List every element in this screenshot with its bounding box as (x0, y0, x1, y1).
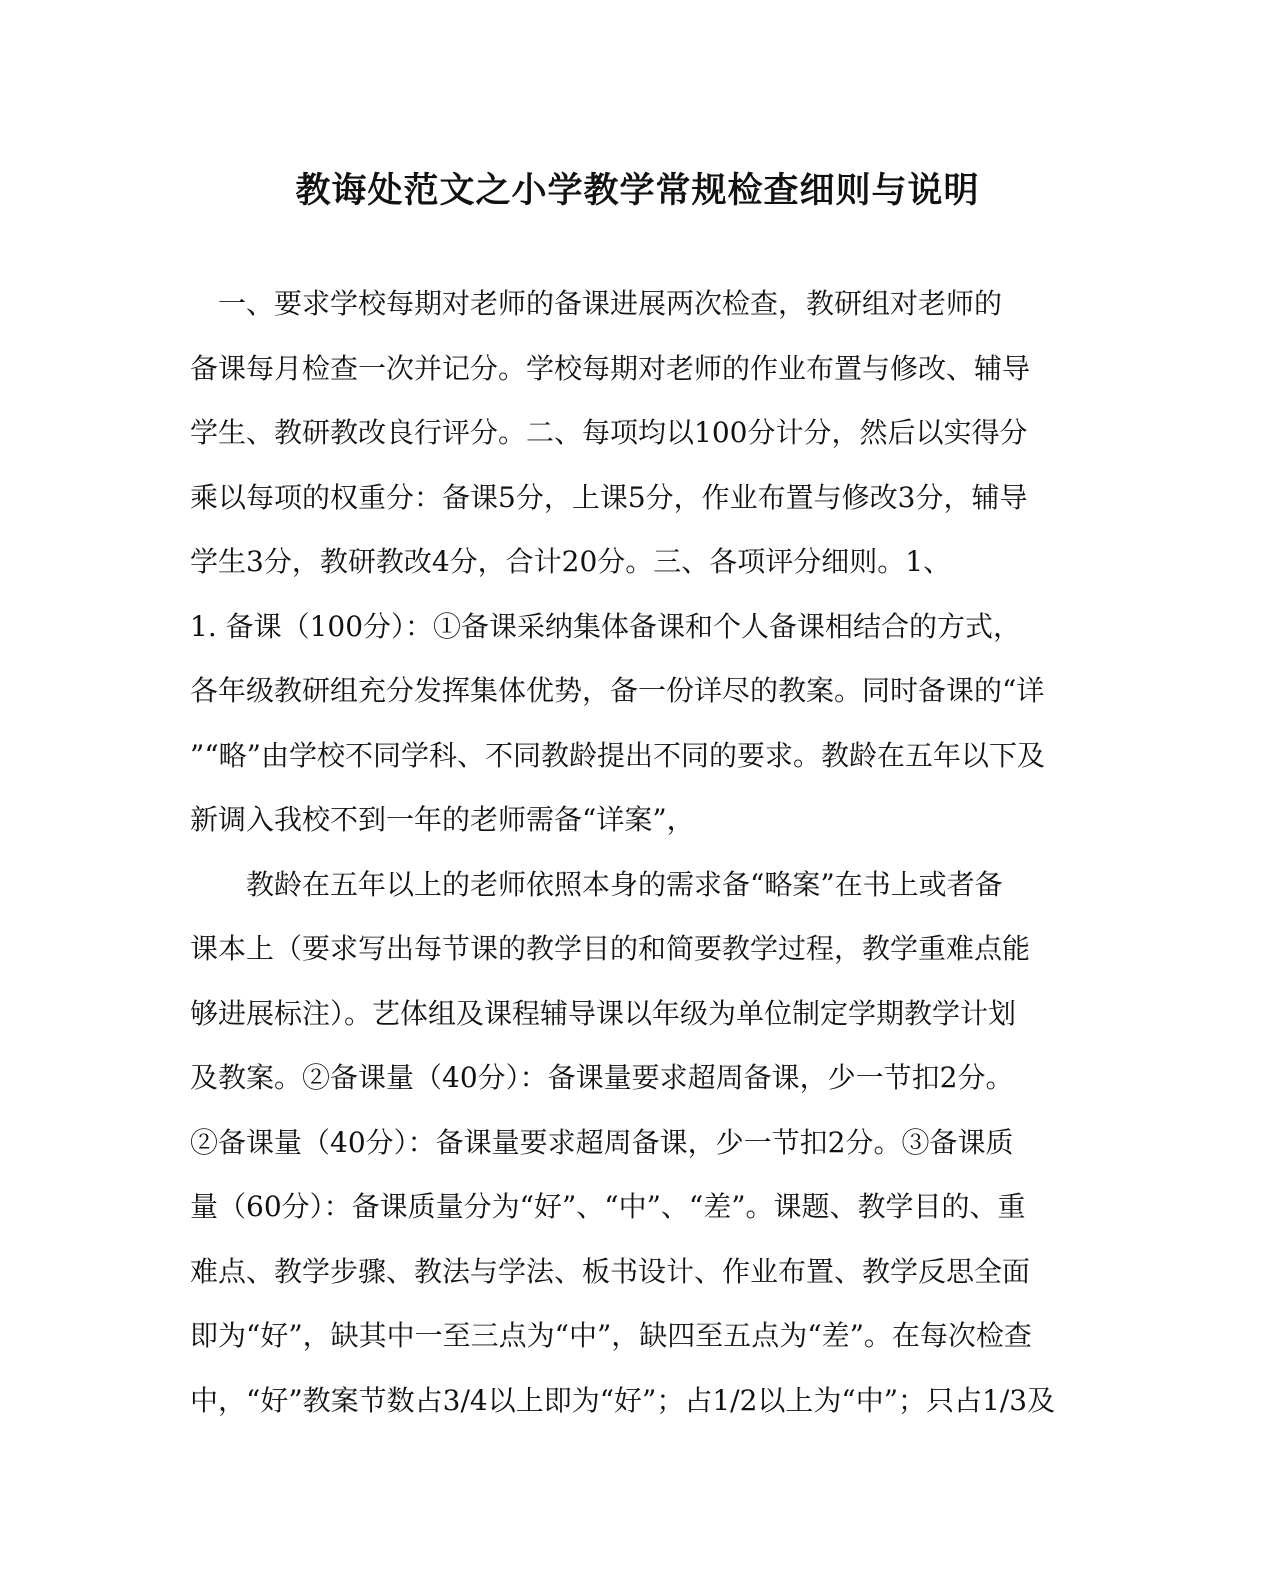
body-line: ②备课量（40分）：备课量要求超周备课，少一节扣2分。③备课质 (190, 1125, 1014, 1159)
body-line: 各年级教研组充分发挥集体优势，备一份详尽的教案。同时备课的“详 (190, 674, 1045, 707)
body-line: 一、要求学校每期对老师的备课进展两次检查，教研组对老师的 (190, 287, 1003, 320)
body-line: 乘以每项的权重分：备课5分，上课5分，作业布置与修改3分，辅导 (190, 480, 1028, 514)
body-line: 即为“好”，缺其中一至三点为“中”，缺四至五点为“差”。在每次检查 (190, 1319, 1032, 1352)
body-line: 学生、教研教改良行评分。二、每项均以100分计分，然后以实得分 (190, 416, 1028, 449)
body-line: 教龄在五年以上的老师依照本身的需求备“略案”在书上或者备 (190, 867, 1003, 901)
body-line: 1. 备课（100分）：①备课采纳集体备课和个人备课相结合的方式， (190, 609, 1022, 643)
body-line: 课本上（要求写出每节课的教学目的和简要教学过程，教学重难点能 (190, 932, 1031, 965)
body-line: 中，“好”教案节数占3/4以上即为“好”；占1/2以上为“中”；只占1/3及 (190, 1383, 1056, 1417)
body-line: 量（60分）：备课质量分为“好”、“中”、“差”。课题、教学目的、重 (190, 1190, 1026, 1223)
body-line: 够进展标注）。艺体组及课程辅导课以年级为单位制定学期教学计划 (190, 996, 1017, 1030)
body-line: ”“略”由学校不同学科、不同教龄提出不同的要求。教龄在五年以下及 (190, 738, 1045, 772)
document-body (190, 272, 1090, 1433)
document-title: 教诲处范文之小学教学常规检查细则与说明 (295, 170, 980, 211)
body-line: 新调入我校不到一年的老师需备“详案”， (190, 803, 695, 836)
body-line: 学生3分，教研教改4分，合计20分。三、各项评分细则。1、 (190, 545, 952, 578)
body-line: 难点、教学步骤、教法与学法、板书设计、作业布置、教学反思全面 (190, 1254, 1031, 1288)
body-line: 备课每月检查一次并记分。学校每期对老师的作业布置与修改、辅导 (190, 351, 1031, 385)
body-line: 及教案。②备课量（40分）：备课量要求超周备课，少一节扣2分。 (190, 1061, 1014, 1094)
